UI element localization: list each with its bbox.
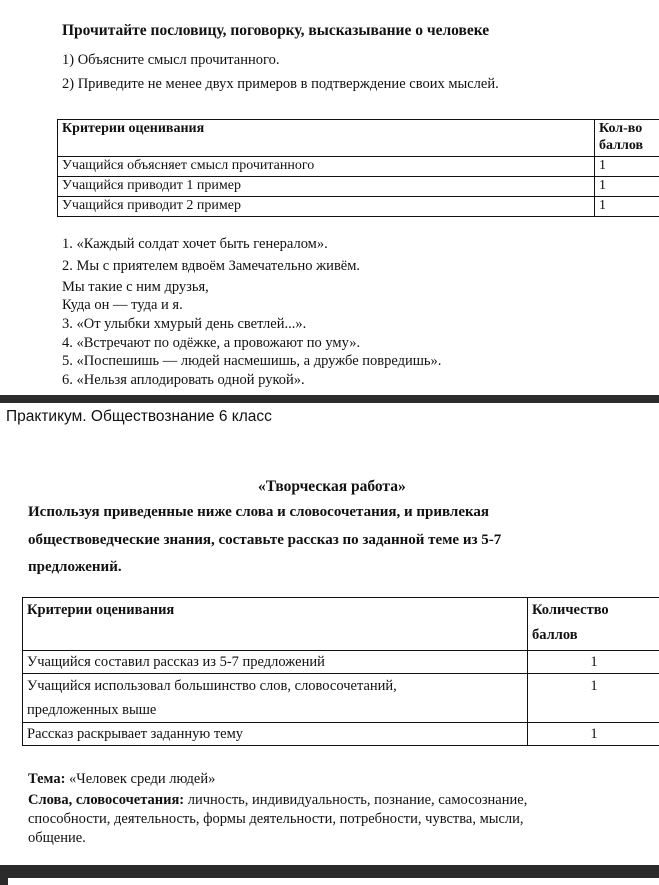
proverb-line: Куда он — туда и я. — [62, 297, 183, 313]
worksheet-page-3 — [8, 878, 659, 885]
proverb-line: 6. «Нельзя аплодировать одной рукой». — [62, 372, 305, 388]
points-cell: 1 — [595, 197, 659, 217]
table-row — [23, 651, 659, 674]
proverb-line: 4. «Встречают по одёжке, а провожают по уму». — [62, 335, 361, 351]
words-line: способности, деятельность, формы деятельности, потребности, чувства, мысли, — [28, 811, 524, 827]
points-cell: 1 — [528, 651, 659, 674]
header-points — [528, 598, 659, 651]
table-row — [23, 723, 659, 746]
task-item-2: 2) Приведите не менее двух примеров в подтверждение своих мыслей. — [62, 76, 499, 92]
points-cell: 1 — [528, 723, 659, 746]
criterion-cell — [23, 674, 528, 723]
worksheet-page-2 — [0, 403, 659, 865]
creative-work-title: «Творческая работа» — [258, 478, 406, 495]
header-criteria: Критерии оценивания — [58, 120, 595, 157]
points-cell: 1 — [595, 177, 659, 197]
table-row — [58, 197, 659, 217]
criterion-cell: Учащийся приводит 1 пример — [58, 177, 595, 197]
header-points-line1: Количество — [532, 602, 609, 618]
table-header-row — [23, 598, 659, 651]
header-criteria: Критерии оценивания — [23, 598, 528, 651]
proverb-line: 1. «Каждый солдат хочет быть генералом». — [62, 236, 328, 252]
words-line: общение. — [28, 830, 86, 846]
table-row — [58, 157, 659, 177]
instruction-line: обществоведческие знания, составьте рассказ по заданной теме из 5-7 — [28, 532, 502, 548]
criterion-cell: Учащийся объясняет смысл прочитанного — [58, 157, 595, 177]
table-header-row — [58, 120, 659, 157]
proverb-line: Мы такие с ним друзья, — [62, 279, 209, 295]
task-item-1: 1) Объясните смысл прочитанного. — [62, 52, 280, 68]
points-cell: 1 — [528, 674, 659, 723]
header-points-line2: баллов — [532, 627, 578, 643]
task-title: Прочитайте пословицу, поговорку, высказывание о человеке — [62, 22, 490, 39]
header-points-line1: Кол-во — [599, 121, 643, 136]
instruction-line: предложений. — [28, 559, 122, 575]
criterion-line1: Учащийся использовал большинство слов, словосочетаний, — [27, 678, 397, 694]
topic-value: «Человек среди людей» — [65, 771, 216, 787]
table-row — [23, 674, 659, 723]
header-points — [595, 120, 659, 157]
words-line — [28, 792, 527, 809]
criterion-cell: Рассказ раскрывает заданную тему — [23, 723, 528, 746]
page-heading: Практикум. Обществознание 6 класс — [6, 408, 272, 425]
header-points-line2: баллов — [599, 138, 644, 153]
instruction-line: Используя приведенные ниже слова и словосочетания, и привлекая — [28, 504, 490, 520]
proverb-line: 5. «Поспешишь — людей насмешишь, а дружбе повредишь». — [62, 353, 442, 369]
criteria-table-1 — [57, 119, 659, 217]
proverb-line: 3. «От улыбки хмурый день светлей...». — [62, 316, 307, 332]
words-label: Слова, словосочетания: — [28, 792, 185, 808]
topic-label: Тема: — [28, 771, 66, 787]
topic-line — [28, 771, 215, 788]
worksheet-page-1 — [0, 0, 659, 395]
proverb-line: 2. Мы с приятелем вдвоём Замечательно живём. — [62, 258, 361, 274]
criterion-cell: Учащийся составил рассказ из 5-7 предложений — [23, 651, 528, 674]
criteria-table-2 — [22, 597, 659, 746]
points-cell: 1 — [595, 157, 659, 177]
criterion-line2: предложенных выше — [27, 702, 157, 718]
table-row — [58, 177, 659, 197]
words-text: личность, индивидуальность, познание, самосознание, — [184, 792, 528, 808]
criterion-cell: Учащийся приводит 2 пример — [58, 197, 595, 217]
